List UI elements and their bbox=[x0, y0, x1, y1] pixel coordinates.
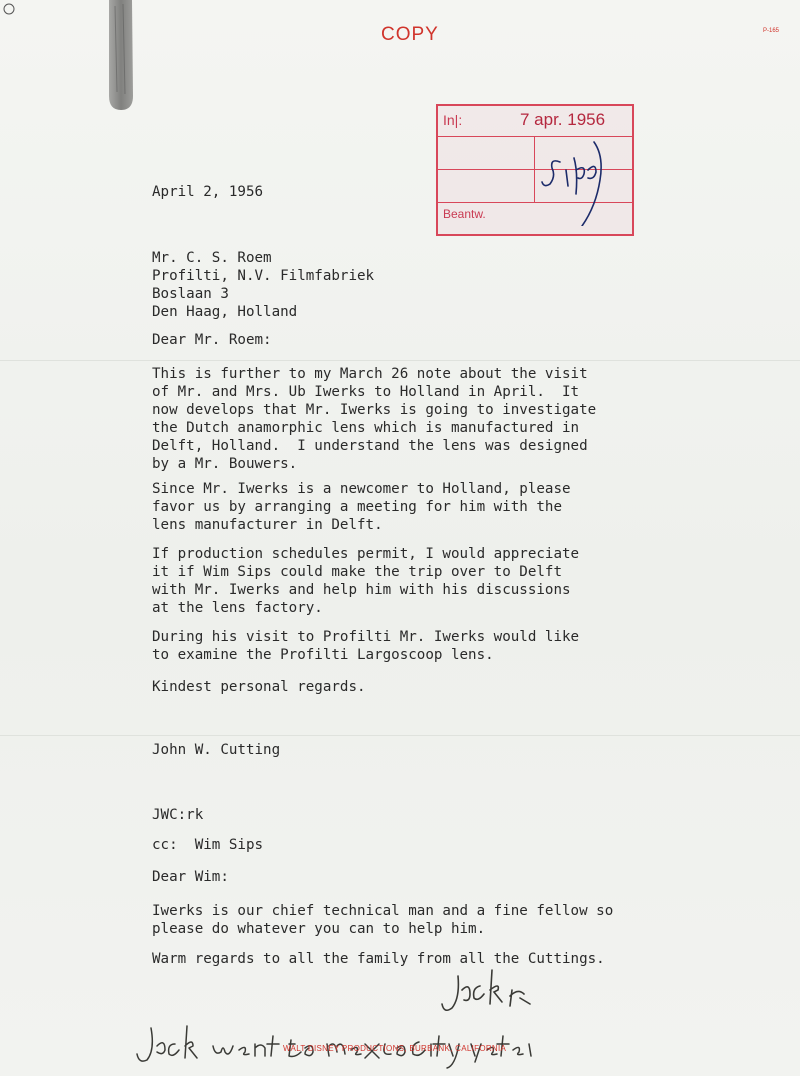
recipient-line: Mr. C. S. Roem bbox=[152, 250, 272, 266]
stamp-initials-handwritten bbox=[538, 136, 628, 226]
signer-name: John W. Cutting bbox=[152, 742, 281, 758]
recipient-line: Den Haag, Holland bbox=[152, 304, 298, 320]
body-paragraph: If production schedules permit, I would appreciate it if Wim Sips could make the trip over to Delft with Mr. Iwerks and help him with his discussions at the lens factory. bbox=[152, 546, 580, 616]
closing-line: Kindest personal regards. bbox=[152, 679, 366, 695]
form-number: P-165 bbox=[763, 28, 780, 34]
postscript-closing: Warm regards to all the family from all the Cuttings. bbox=[152, 951, 605, 967]
postscript-salutation: Dear Wim: bbox=[152, 869, 229, 885]
letterhead-footer: WALT DISNEY PRODUCTIONS, BURBANK, CALIFORNIA bbox=[283, 1044, 507, 1053]
corner-mark-icon bbox=[2, 2, 18, 18]
stamp-date: 7 apr. 1956 bbox=[520, 110, 606, 129]
letter-date: April 2, 1956 bbox=[152, 184, 264, 200]
handwritten-signature bbox=[440, 968, 540, 1018]
stamp-bottom-label: Beantw. bbox=[443, 207, 486, 221]
body-paragraph: This is further to my March 26 note about the visit of Mr. and Mrs. Ub Iwerks to Holland in April. It now develops that Mr. Iwerks is going to investigate the Dutch anamorphic lens which is manufactured in Delft, Holland. I understand the lens was designed by a Mr. Bouwers. bbox=[152, 366, 597, 472]
salutation: Dear Mr. Roem: bbox=[152, 332, 272, 348]
body-paragraph: During his visit to Profilti Mr. Iwerks would like to examine the Profilti Largoscoop lens. bbox=[152, 629, 580, 663]
cc-line: cc: Wim Sips bbox=[152, 837, 264, 853]
body-paragraph: Since Mr. Iwerks is a newcomer to Holland, please favor us by arranging a meeting for him with the lens manufacturer in Delft. bbox=[152, 481, 571, 533]
paper-clip-mark bbox=[105, 0, 137, 112]
reference-initials: JWC:rk bbox=[152, 807, 204, 823]
received-stamp bbox=[436, 104, 634, 236]
fold-line bbox=[0, 360, 800, 361]
fold-line bbox=[0, 735, 800, 736]
recipient-line: Boslaan 3 bbox=[152, 286, 229, 302]
stamp-in-label: In|: bbox=[443, 112, 463, 128]
postscript-body: Iwerks is our chief technical man and a fine fellow so please do whatever you can to help him. bbox=[152, 903, 614, 937]
copy-header: COPY bbox=[381, 24, 439, 45]
recipient-line: Profilti, N.V. Filmfabriek bbox=[152, 268, 375, 284]
